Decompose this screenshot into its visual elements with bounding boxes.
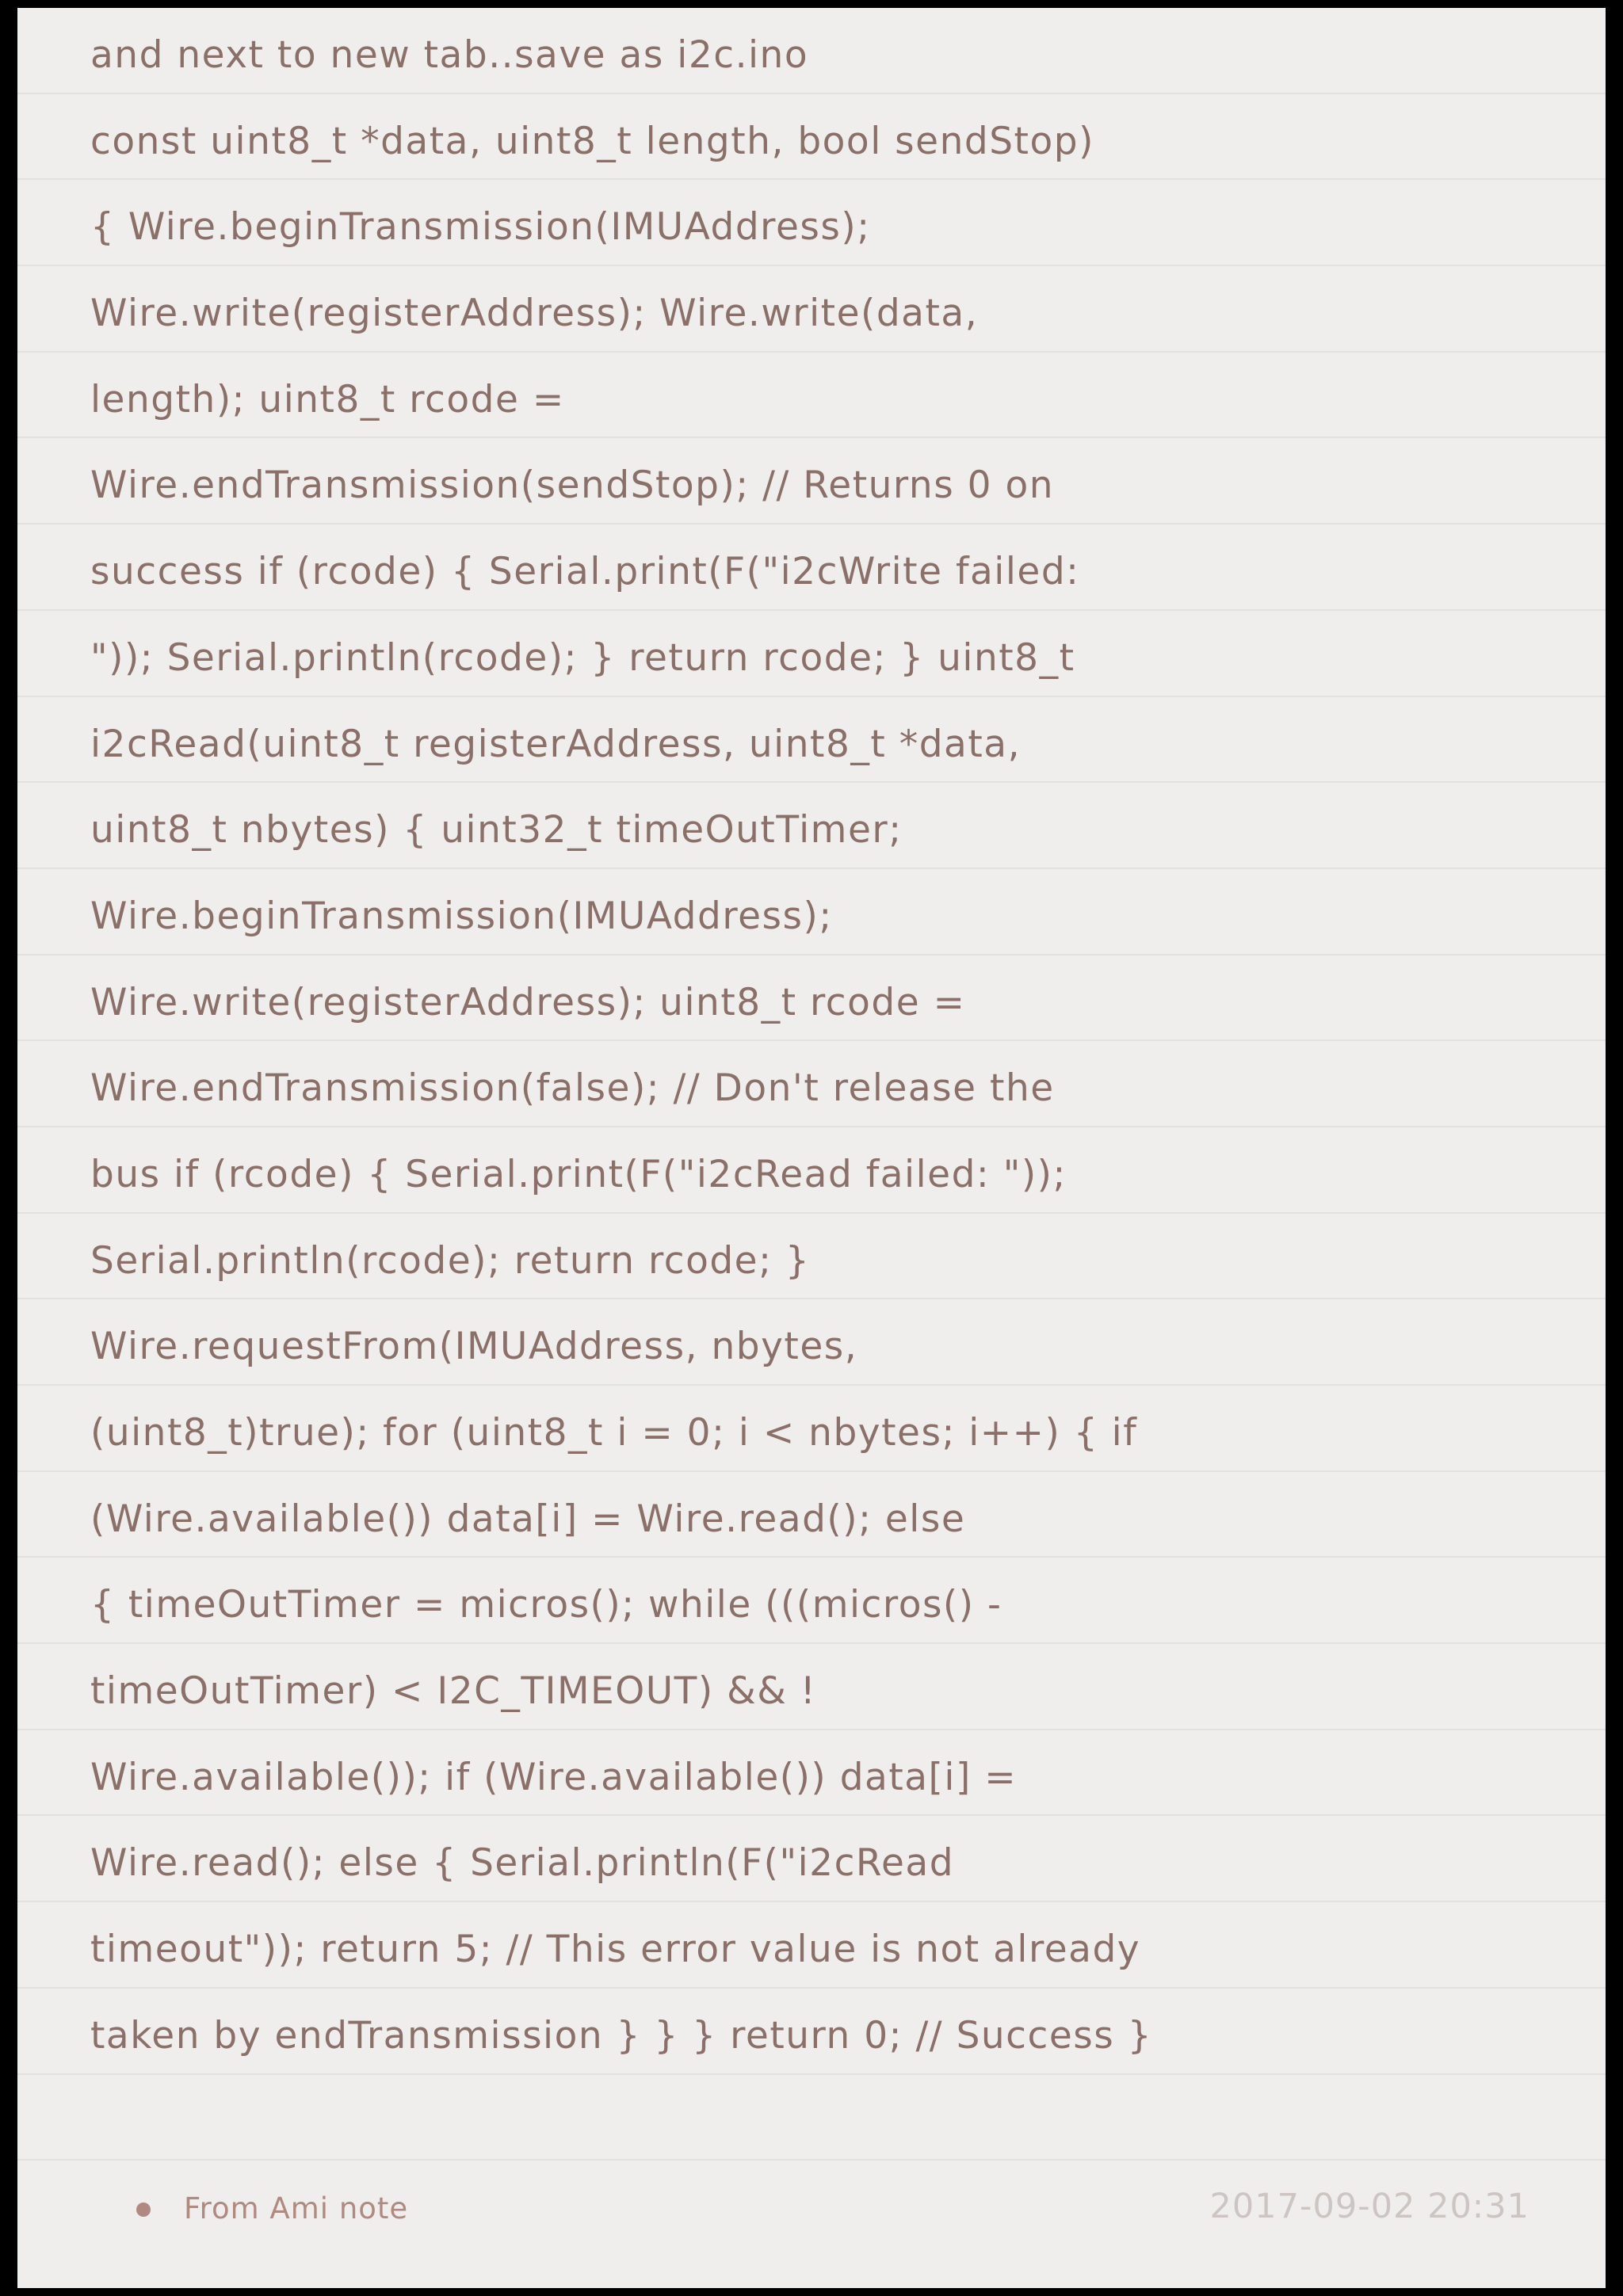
- note-line: ")); Serial.println(rcode); } return rcode; } uint8_t: [17, 611, 1606, 697]
- note-line: Wire.endTransmission(sendStop); // Returns 0 on: [17, 438, 1606, 524]
- note-line: const uint8_t *data, uint8_t length, bool sendStop): [17, 94, 1606, 181]
- note-line: { Wire.beginTransmission(IMUAddress);: [17, 180, 1606, 266]
- note-line: (uint8_t)true); for (uint8_t i = 0; i < nbytes; i++) { if: [17, 1386, 1606, 1472]
- note-line: and next to new tab..save as i2c.ino: [17, 8, 1606, 94]
- note-line: Wire.requestFrom(IMUAddress, nbytes,: [17, 1299, 1606, 1386]
- note-line: Serial.println(rcode); return rcode; }: [17, 1214, 1606, 1300]
- note-line: Wire.write(registerAddress); uint8_t rcode =: [17, 955, 1606, 1042]
- note-line: length); uint8_t rcode =: [17, 353, 1606, 439]
- note-panel: [17, 8, 1606, 2288]
- note-line-empty: [17, 2075, 1606, 2161]
- note-line: Wire.endTransmission(false); // Don't release the: [17, 1041, 1606, 1127]
- source-link[interactable]: From Ami note: [184, 2191, 409, 2225]
- note-line: taken by endTransmission } } } return 0; // Success }: [17, 1989, 1606, 2075]
- note-line: timeOutTimer) < I2C_TIMEOUT) && !: [17, 1644, 1606, 1730]
- note-line: Wire.beginTransmission(IMUAddress);: [17, 869, 1606, 955]
- note-line: bus if (rcode) { Serial.print(F("i2cRead failed: "));: [17, 1127, 1606, 1214]
- note-line: success if (rcode) { Serial.print(F("i2cWrite failed:: [17, 524, 1606, 611]
- note-line: (Wire.available()) data[i] = Wire.read(); else: [17, 1472, 1606, 1558]
- note-line: timeout")); return 5; // This error value is not already: [17, 1902, 1606, 1989]
- note-line: { timeOutTimer = micros(); while (((micros() -: [17, 1558, 1606, 1644]
- note-line: Wire.write(registerAddress); Wire.write(data,: [17, 266, 1606, 353]
- note-line: Wire.available()); if (Wire.available()) data[i] =: [17, 1730, 1606, 1817]
- note-body[interactable]: [17, 8, 1606, 2161]
- note-line: i2cRead(uint8_t registerAddress, uint8_t *data,: [17, 697, 1606, 784]
- note-footer: [17, 2161, 1606, 2241]
- timestamp: 2017-09-02 20:31: [1209, 2187, 1529, 2226]
- bullet-icon: [136, 2203, 151, 2217]
- note-line: Wire.read(); else { Serial.println(F("i2cRead: [17, 1816, 1606, 1902]
- note-line: uint8_t nbytes) { uint32_t timeOutTimer;: [17, 783, 1606, 869]
